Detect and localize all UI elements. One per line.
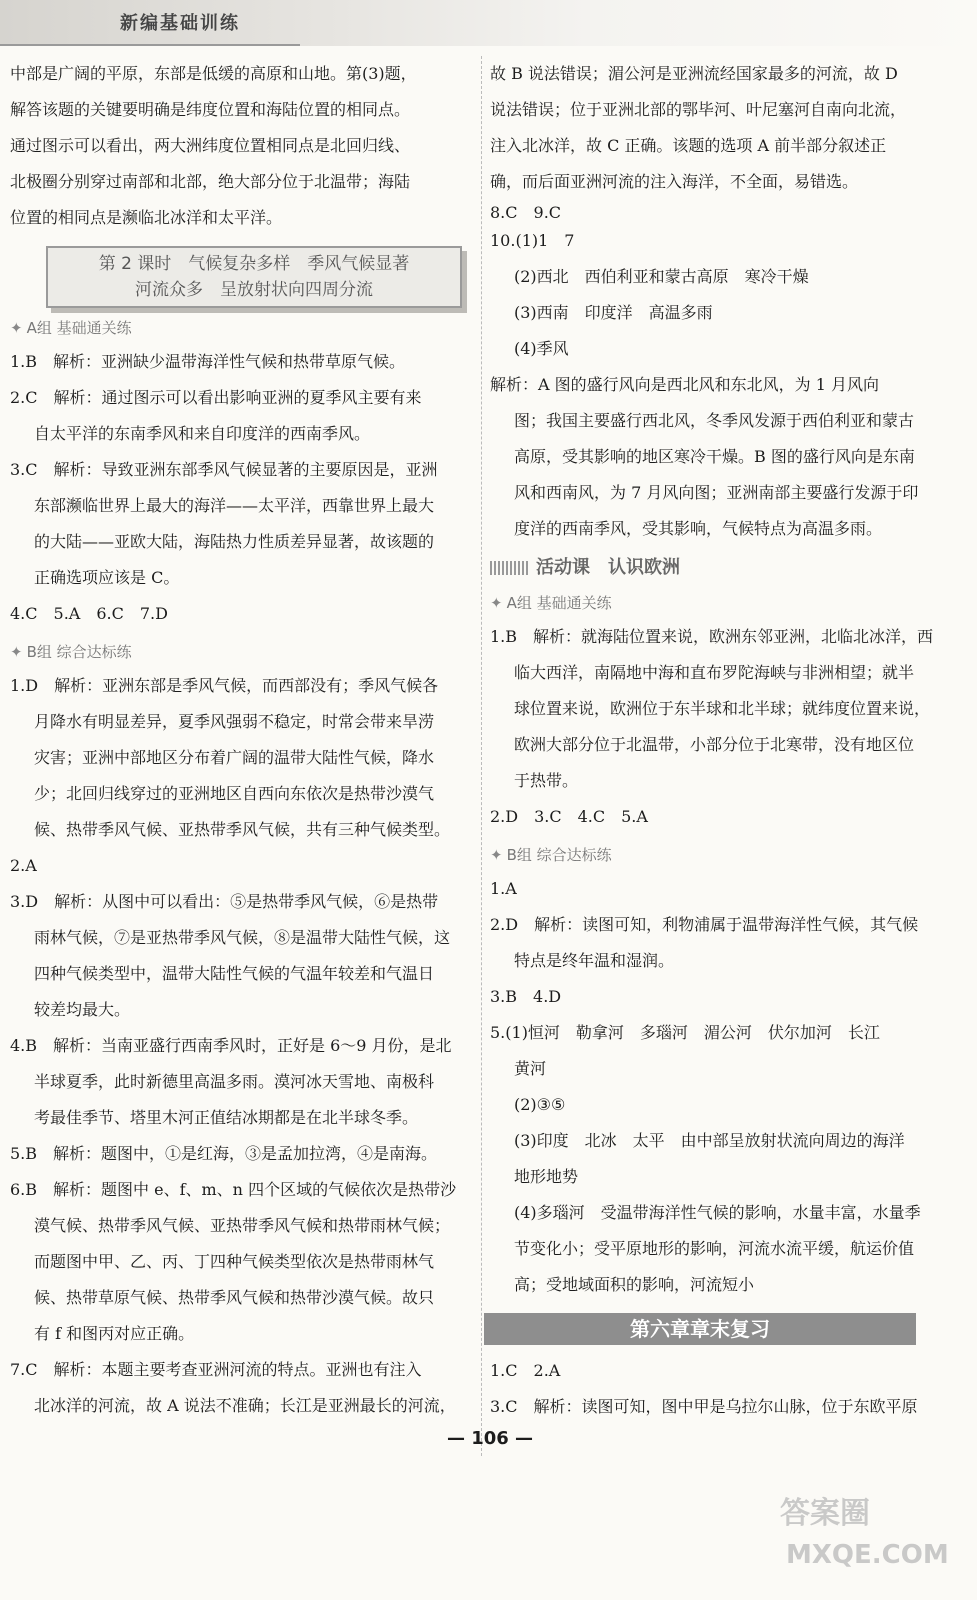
answer-line: (2)西北 西伯利亚和蒙古高原 寒冷干燥 (514, 267, 809, 286)
answer-line: 考最佳季节、塔里木河正值结冰期都是在北半球冬季。 (34, 1108, 419, 1127)
answer-line: 3.D 解析：从图中可以看出：⑤是热带季风气候，⑥是热带 (10, 892, 439, 911)
lesson-title-line: 第 2 课时 气候复杂多样 季风气候显著 (98, 254, 410, 274)
answer-line: (3)西南 印度洋 高温多雨 (514, 303, 713, 322)
answer-line: 5.(1)恒河 勒拿河 多瑙河 湄公河 伏尔加河 长江 (490, 1023, 880, 1042)
answer-line: 候、热带季风气候、亚热带季风气候，共有三种气候类型。 (34, 820, 451, 839)
column-divider (481, 56, 483, 1456)
answer-line: 北冰洋的河流，故 A 说法不准确；长江是亚洲最长的河流， (34, 1396, 456, 1415)
answer-line: 2.D 解析：读图可知，利物浦属于温带海洋性气候，其气候 (490, 915, 919, 934)
answer-line: 而题图中甲、乙、丙、丁四种气候类型依次是热带雨林气 (34, 1252, 435, 1271)
group-label: B组 综合达标练 (506, 846, 612, 864)
answer-line: 高原，受其影响的地区寒冷干燥。B 图的盛行风向是东南 (514, 447, 915, 466)
answer-line: 北极圈分别穿过南部和北部，绝大部分位于北温带；海陆 (10, 172, 411, 191)
header-title: 新编基础训练 (120, 13, 240, 34)
answer-line: 3.C 解析：读图可知，图中甲是乌拉尔山脉，位于东欧平原 (490, 1397, 918, 1416)
stripes-icon (490, 561, 530, 575)
answer-line: 少；北回归线穿过的亚洲地区自西向东依次是热带沙漠气 (34, 784, 435, 803)
answer-line: 7.C 解析：本题主要考查亚洲河流的特点。亚洲也有注入 (10, 1360, 422, 1379)
answer-line: 5.B 解析：题图中，①是红海，③是孟加拉湾，④是南海。 (10, 1144, 438, 1163)
answer-line: 3.B 4.D (490, 987, 562, 1006)
answer-line: 1.A (490, 879, 517, 898)
answer-line: (2)③⑤ (514, 1095, 566, 1114)
answer-line: 2.C 解析：通过图示可以看出影响亚洲的夏季风主要有来 (10, 388, 422, 407)
watermark-url: MXQE.COM (786, 1540, 949, 1570)
answer-line: 4.B 解析：当南亚盛行西南季风时，正好是 6～9 月份，是北 (10, 1036, 452, 1055)
group-heading (490, 589, 962, 617)
answer-line: 欧洲大部分位于北温带，小部分位于北寒带，没有地区位 (514, 735, 915, 754)
group-heading (10, 638, 472, 666)
answer-line: 2.A (10, 856, 37, 875)
answer-line: 漠气候、热带季风气候、亚热带季风气候和热带雨林气候； (34, 1216, 451, 1235)
answer-line: 解答该题的关键要明确是纬度位置和海陆位置的相同点。 (10, 100, 411, 119)
answer-line: 候、热带草原气候、热带季风气候和热带沙漠气候。故只 (34, 1288, 435, 1307)
answer-line: 位置的相同点是濒临北冰洋和太平洋。 (10, 208, 283, 227)
answer-line: 节变化小；受平原地形的影响，河流水流平缓，航运价值 (514, 1239, 915, 1258)
right-column (490, 56, 962, 1425)
answer-line: 雨林气候，⑦是亚热带季风气候，⑧是温带大陆性气候，这 (34, 928, 451, 947)
answer-line: (3)印度 北冰 太平 由中部呈放射状流向周边的海洋 (514, 1131, 905, 1150)
group-label: A组 基础通关练 (26, 319, 132, 337)
answer-line: 1.B 解析：亚洲缺少温带海洋性气候和热带草原气候。 (10, 352, 406, 371)
answer-line: 于热带。 (514, 771, 579, 790)
page-number: — 106 — (446, 1428, 534, 1449)
answer-line: 说法错误；位于亚洲北部的鄂毕河、叶尼塞河自南向北流， (490, 100, 907, 119)
answer-line: (4)季风 (514, 339, 569, 358)
answer-line: 高；受地域面积的影响，河流短小 (514, 1275, 755, 1294)
answer-line: 10.(1)1 7 (490, 231, 575, 250)
answer-line: 故 B 说法错误；湄公河是亚洲流经国家最多的河流，故 D (490, 64, 898, 83)
lesson-title-line: 河流众多 呈放射状向四周分流 (135, 280, 373, 300)
activity-label: 活动课 认识欧洲 (536, 557, 680, 578)
lesson-title-box (46, 246, 462, 308)
answer-line: 特点是终年温和湿润。 (514, 951, 675, 970)
answer-line: 中部是广阔的平原，东部是低缓的高原和山地。第(3)题， (10, 64, 417, 83)
answer-line: 正确选项应该是 C。 (34, 568, 180, 587)
group-label: A组 基础通关练 (506, 594, 612, 612)
answer-line: 6.B 解析：题图中 e、f、m、n 四个区域的气候依次是热带沙 (10, 1180, 457, 1199)
answer-line: 黄河 (514, 1059, 547, 1078)
answer-line: 解析：A 图的盛行风向是西北风和东北风，为 1 月风向 (490, 375, 879, 394)
answer-line: 1.B 解析：就海陆位置来说，欧洲东邻亚洲，北临北冰洋，西 (490, 627, 934, 646)
diamond-icon: ✦ (490, 846, 503, 864)
page-header (0, 0, 977, 46)
answer-line: 确，而后面亚洲河流的注入海洋，不全面，易错选。 (490, 172, 859, 191)
answer-line: 度洋的西南季风，受其影响，气候特点为高温多雨。 (514, 519, 883, 538)
group-heading (10, 314, 472, 342)
answer-line: 地形地势 (514, 1167, 579, 1186)
answer-line: 1.C 2.A (490, 1361, 561, 1380)
answer-line: 图；我国主要盛行西北风，冬季风发源于西伯利亚和蒙古 (514, 411, 915, 430)
answer-line: 灾害；亚洲中部地区分布着广阔的温带大陆性气候，降水 (34, 748, 435, 767)
activity-title (490, 553, 962, 583)
answer-line: 球位置来说，欧洲位于东半球和北半球；就纬度位置来说， (514, 699, 931, 718)
answer-line: 风和西南风，为 7 月风向图；亚洲南部主要盛行发源于印 (514, 483, 919, 502)
answer-line: 1.D 解析：亚洲东部是季风气候，而西部没有；季风气候各 (10, 676, 439, 695)
answer-line: 4.C 5.A 6.C 7.D (10, 604, 168, 623)
watermark-logo: 答案圈 (780, 1496, 870, 1531)
group-label: B组 综合达标练 (26, 643, 132, 661)
answer-line: 半球夏季，此时新德里高温多雨。漠河冰天雪地、南极科 (34, 1072, 435, 1091)
diamond-icon: ✦ (490, 594, 503, 612)
diamond-icon: ✦ (10, 643, 23, 661)
chapter-title: 第六章章末复习 (484, 1313, 916, 1345)
left-column (10, 56, 472, 1424)
answer-line: 自太平洋的东南季风和来自印度洋的西南季风。 (34, 424, 371, 443)
answer-line: 通过图示可以看出，两大洲纬度位置相同点是北回归线、 (10, 136, 411, 155)
answer-line: 四种气候类型中，温带大陆性气候的气温年较差和气温日 (34, 964, 435, 983)
group-heading (490, 841, 962, 869)
answer-line: 8.C 9.C (490, 203, 562, 222)
header-rule (0, 44, 300, 46)
answer-line: 注入北冰洋，故 C 正确。该题的选项 A 前半部分叙述正 (490, 136, 887, 155)
diamond-icon: ✦ (10, 319, 23, 337)
answer-line: 临大西洋，南隔地中海和直布罗陀海峡与非洲相望；就半 (514, 663, 915, 682)
answer-line: 的大陆——亚欧大陆，海陆热力性质差异显著，故该题的 (34, 532, 435, 551)
answer-line: 有 f 和图丙对应正确。 (34, 1324, 195, 1343)
answer-line: 3.C 解析：导致亚洲东部季风气候显著的主要原因是，亚洲 (10, 460, 438, 479)
answer-line: 月降水有明显差异，夏季风强弱不稳定，时常会带来旱涝 (34, 712, 435, 731)
answer-line: 较差均最大。 (34, 1000, 131, 1019)
answer-line: (4)多瑙河 受温带海洋性气候的影响，水量丰富，水量季 (514, 1203, 921, 1222)
answer-line: 东部濒临世界上最大的海洋——太平洋，西靠世界上最大 (34, 496, 435, 515)
answer-line: 2.D 3.C 4.C 5.A (490, 807, 648, 826)
